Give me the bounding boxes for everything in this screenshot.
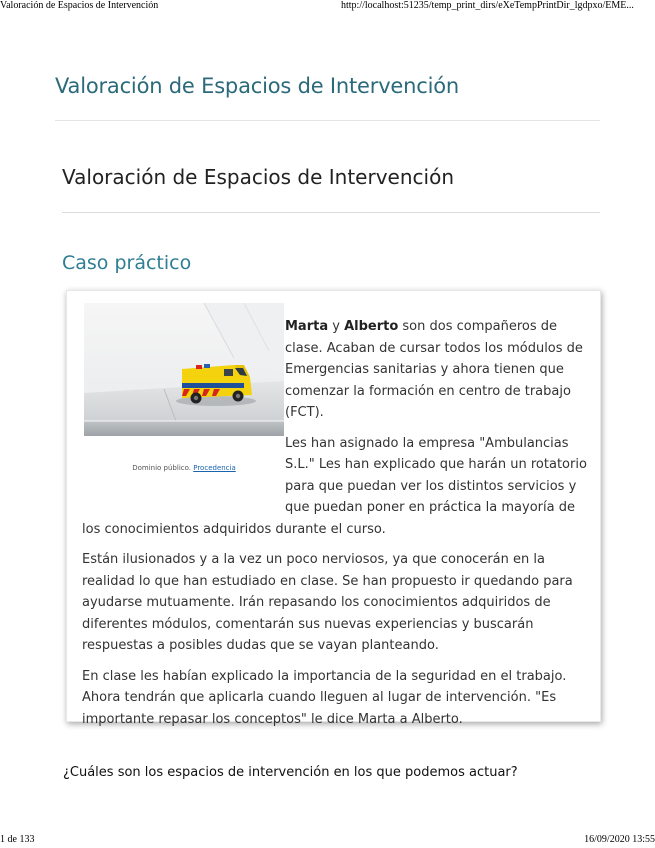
print-header-title: Valoración de Espacios de Intervención bbox=[0, 0, 159, 11]
name-marta: Marta bbox=[285, 319, 329, 334]
case-paragraph-3: Están ilusionados y a la vez un poco nerviosos, ya que conocerán en la realidad lo que han estudiado en clase. Se han propuesto ir quedando para ayudarse mutuamente. Irán repasando los conocimientos adquiridos de diferentes módulos, comentarán sus nuevas experiencias y buscarán respuestas a posibles dudas que se vayan planteando. bbox=[82, 552, 573, 653]
header-divider bbox=[55, 120, 600, 121]
print-footer bbox=[0, 834, 655, 848]
case-study-box bbox=[66, 290, 601, 727]
question-heading: ¿Cuáles son los espacios de intervención en los que podemos actuar? bbox=[63, 765, 518, 780]
caption-source-link[interactable]: Procedencia bbox=[193, 464, 236, 472]
print-datetime: 16/09/2020 13:55 bbox=[584, 834, 655, 845]
print-header-url: http://localhost:51235/temp_print_dirs/eXeTempPrintDir_lgdpxo/EME... bbox=[341, 0, 634, 11]
paragraph-1-text: son dos compañeros de clase. Acaban de cursar todos los módulos de Emergencias sanitarias y ahora tienen que comenzar la formación en centro de trabajo (FCT). bbox=[285, 319, 583, 420]
figure-spacer bbox=[82, 316, 285, 509]
section-title: Caso práctico bbox=[62, 252, 192, 274]
conjunction: y bbox=[328, 319, 345, 334]
page-title: Valoración de Espacios de Intervención bbox=[62, 165, 454, 189]
page-counter: 1 de 133 bbox=[0, 834, 35, 845]
case-paragraph-4: En clase les habían explicado la importancia de la seguridad en el trabajo. Ahora tendrán que aplicarla cuando lleguen al lugar de intervención. "Es importante repasar los conceptos" le dice Marta a Alberto. bbox=[82, 668, 567, 727]
site-title: Valoración de Espacios de Intervención bbox=[55, 74, 459, 98]
caption-license: Dominio público. bbox=[132, 464, 191, 472]
case-paragraph-2: Les han asignado la empresa "Ambulancias S.L." Les han explicado que harán un rotatorio para que puedan ver los distintos servicios y que puedan poner en práctica la mayoría de los conocimientos adquiridos durante el curso. bbox=[82, 435, 587, 537]
title-divider bbox=[62, 212, 600, 213]
print-header bbox=[0, 0, 655, 14]
name-alberto: Alberto bbox=[344, 319, 399, 334]
case-text bbox=[82, 316, 587, 739]
